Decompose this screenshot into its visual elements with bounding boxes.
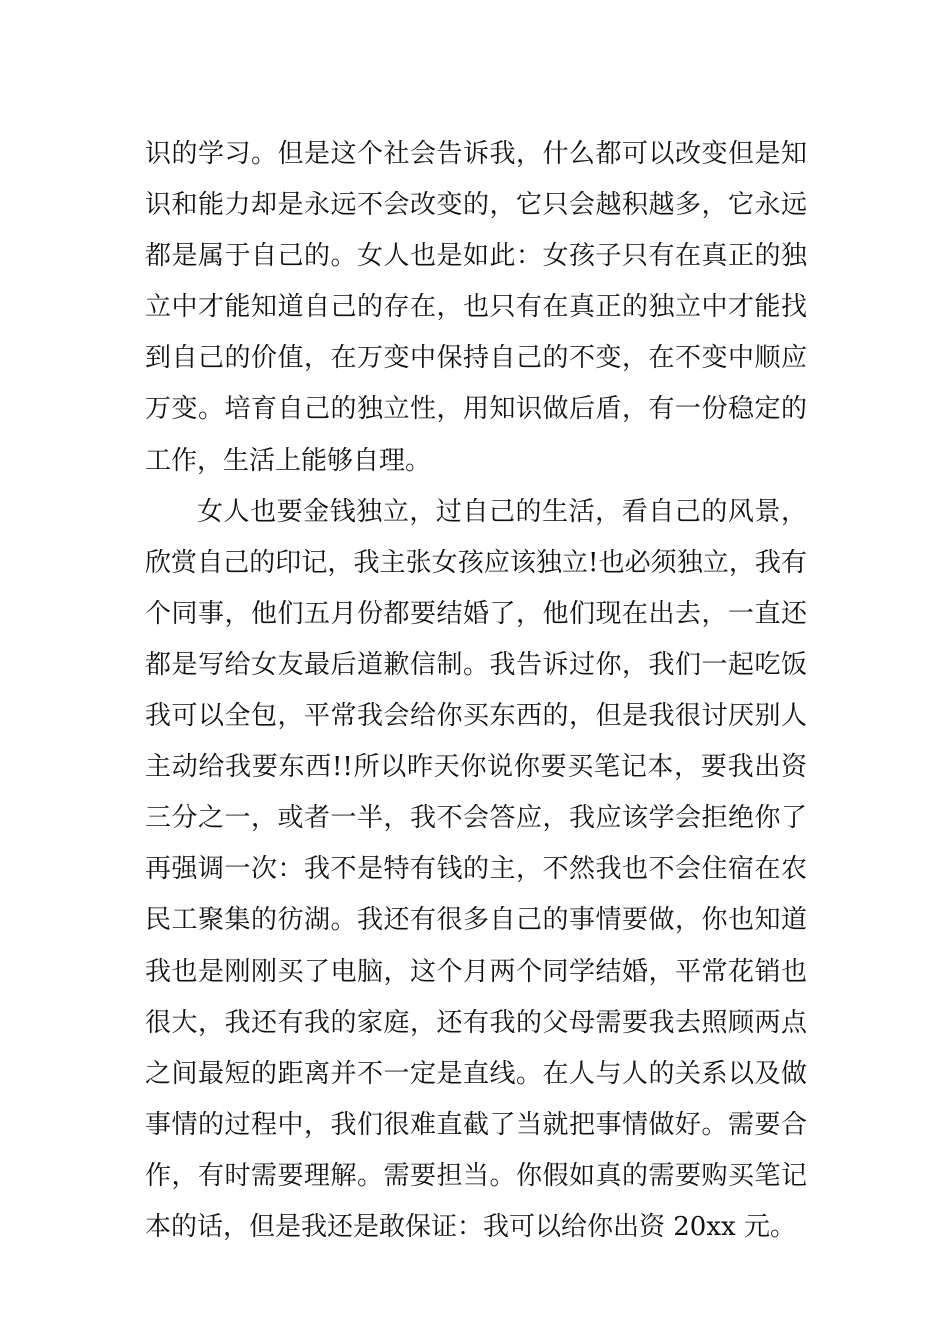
text-line: 我也是刚刚买了电脑，这个月两个同学结婚，平常花销也 xyxy=(145,956,807,987)
text-line: 识的学习。但是这个社会告诉我，什么都可以改变但是知 xyxy=(145,139,807,169)
text-line: 识和能力却是永远不会改变的，它只会越积越多，它永远 xyxy=(145,190,807,221)
text-line: 万变。培育自己的独立性，用知识做后盾，有一份稳定的 xyxy=(145,394,807,425)
text-line: 再强调一次：我不是特有钱的主，不然我也不会住宿在农 xyxy=(145,854,807,885)
text-line: 女人也要金钱独立，过自己的生活，看自己的风景， xyxy=(197,496,807,527)
text-line: 本的话，但是我还是敢保证：我可以给你出资 20xx 元。 xyxy=(145,1211,796,1242)
text-line: 主动给我要东西!!所以昨天你说你要买笔记本，要我出资 xyxy=(145,752,807,783)
text-line: 欣赏自己的印记，我主张女孩应该独立!也必须独立，我有 xyxy=(145,547,807,578)
text-line: 到自己的价值，在万变中保持自己的不变，在不变中顺应 xyxy=(145,343,807,374)
text-line: 之间最短的距离并不一定是直线。在人与人的关系以及做 xyxy=(145,1058,807,1089)
text-line: 工作，生活上能够自理。 xyxy=(145,445,432,476)
text-line: 事情的过程中，我们很难直截了当就把事情做好。需要合 xyxy=(145,1109,807,1140)
text-line: 三分之一，或者一半，我不会答应，我应该学会拒绝你了 xyxy=(145,803,807,834)
text-line: 都是写给女友最后道歉信制。我告诉过你，我们一起吃饭 xyxy=(145,649,807,680)
paragraph-1 xyxy=(145,129,807,487)
text-line: 个同事，他们五月份都要结婚了，他们现在出去，一直还 xyxy=(145,598,807,629)
document-body xyxy=(145,129,807,1253)
paragraph-2 xyxy=(145,487,807,1253)
text-line: 立中才能知道自己的存在，也只有在真正的独立中才能找 xyxy=(145,292,807,323)
text-line: 都是属于自己的。女人也是如此：女孩子只有在真正的独 xyxy=(145,241,807,272)
text-line: 民工聚集的彷湖。我还有很多自己的事情要做，你也知道 xyxy=(145,905,807,936)
text-line: 我可以全包，平常我会给你买东西的，但是我很讨厌别人 xyxy=(145,701,807,732)
text-line: 很大，我还有我的家庭，还有我的父母需要我去照顾两点 xyxy=(145,1007,807,1038)
text-line: 作，有时需要理解。需要担当。你假如真的需要购买笔记 xyxy=(145,1160,807,1191)
